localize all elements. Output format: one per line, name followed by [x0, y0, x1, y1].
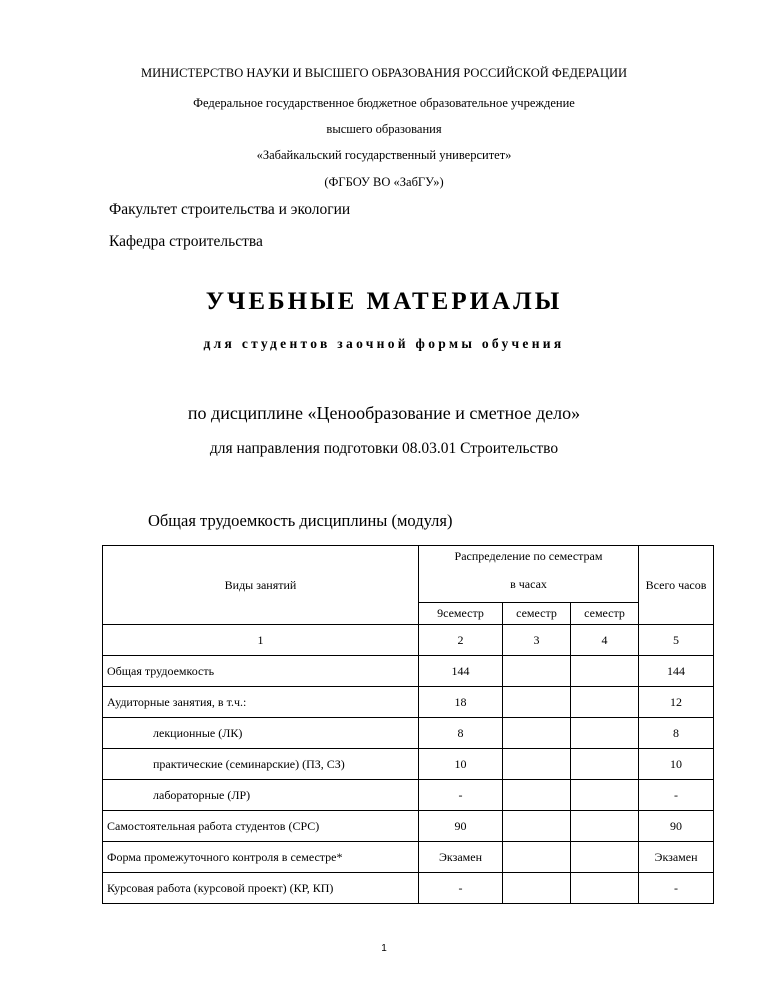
semester-value [571, 811, 639, 842]
semester-value [503, 842, 571, 873]
study-direction: для направления подготовки 08.03.01 Строительство [209, 440, 559, 457]
university-name: «Забайкальский государственный университет» [256, 148, 512, 162]
column-number: 5 [639, 625, 714, 656]
in-hours-header: в часах [419, 567, 639, 603]
row-name: Общая трудоемкость [103, 656, 419, 687]
table-row [103, 811, 714, 842]
discipline: по дисциплине «Ценообразование и сметное дело» [187, 403, 581, 423]
semester-value: 18 [419, 687, 503, 718]
table-row [103, 718, 714, 749]
semester-value: 90 [419, 811, 503, 842]
total-workload-label: Общая трудоемкость дисциплины (модуля) [148, 511, 453, 530]
total-value: 90 [639, 811, 714, 842]
semester-value [571, 687, 639, 718]
semester-value [503, 873, 571, 904]
semester-value [503, 656, 571, 687]
semester-value: 8 [419, 718, 503, 749]
semester-value [571, 873, 639, 904]
table-row [103, 656, 714, 687]
semester-value: 10 [419, 749, 503, 780]
total-hours-header: Всего часов [639, 546, 714, 625]
total-value: 8 [639, 718, 714, 749]
total-value: 144 [639, 656, 714, 687]
column-number: 4 [571, 625, 639, 656]
semester-header: семестр [503, 603, 571, 625]
semester-value [571, 656, 639, 687]
total-value: 10 [639, 749, 714, 780]
row-name: практические (семинарские) (ПЗ, СЗ) [103, 749, 419, 780]
column-number-row [103, 625, 714, 656]
total-value: - [639, 780, 714, 811]
education-level: высшего образования [326, 122, 442, 136]
total-value: Экзамен [639, 842, 714, 873]
semester-header: семестр [571, 603, 639, 625]
row-name: лабораторные (ЛР) [103, 780, 419, 811]
faculty: Факультет строительства и экологии [109, 201, 351, 218]
distribution-header: Распределение по семестрам [419, 546, 639, 567]
semester-value [503, 718, 571, 749]
document-subtitle: для студентов заочной формы обучения [203, 336, 565, 351]
semester-value: 144 [419, 656, 503, 687]
row-name: Курсовая работа (курсовой проект) (КР, КП) [103, 873, 419, 904]
row-name: Самостоятельная работа студентов (СРС) [103, 811, 419, 842]
ministry-heading: МИНИСТЕРСТВО НАУКИ И ВЫСШЕГО ОБРАЗОВАНИЯ РОССИЙСКОЙ ФЕДЕРАЦИИ [140, 66, 628, 80]
semester-value: Экзамен [419, 842, 503, 873]
semester-value [503, 780, 571, 811]
university-abbreviation: (ФГБОУ ВО «ЗабГУ») [324, 175, 444, 189]
semester-value: - [419, 873, 503, 904]
column-number: 1 [103, 625, 419, 656]
semester-value: - [419, 780, 503, 811]
semester-value [503, 749, 571, 780]
total-value: - [639, 873, 714, 904]
table-header-row [103, 546, 714, 567]
table-row [103, 687, 714, 718]
table-row [103, 749, 714, 780]
col-type-header: Виды занятий [103, 546, 419, 625]
semester-value [571, 842, 639, 873]
row-name: лекционные (ЛК) [103, 718, 419, 749]
table-row [103, 842, 714, 873]
row-name: Форма промежуточного контроля в семестре* [103, 842, 419, 873]
table-row [103, 780, 714, 811]
institution-type: Федеральное государственное бюджетное образовательное учреждение [193, 96, 575, 110]
semester-value [571, 718, 639, 749]
department: Кафедра строительства [109, 233, 263, 250]
column-number: 2 [419, 625, 503, 656]
document-title: УЧЕБНЫЕ МАТЕРИАЛЫ [205, 288, 563, 315]
workload-table [102, 545, 714, 904]
total-value: 12 [639, 687, 714, 718]
semester-header: 9семестр [419, 603, 503, 625]
row-name: Аудиторные занятия, в т.ч.: [103, 687, 419, 718]
column-number: 3 [503, 625, 571, 656]
semester-value [503, 811, 571, 842]
semester-value [571, 780, 639, 811]
semester-value [571, 749, 639, 780]
page-number: 1 [381, 943, 387, 954]
semester-value [503, 687, 571, 718]
table-row [103, 873, 714, 904]
